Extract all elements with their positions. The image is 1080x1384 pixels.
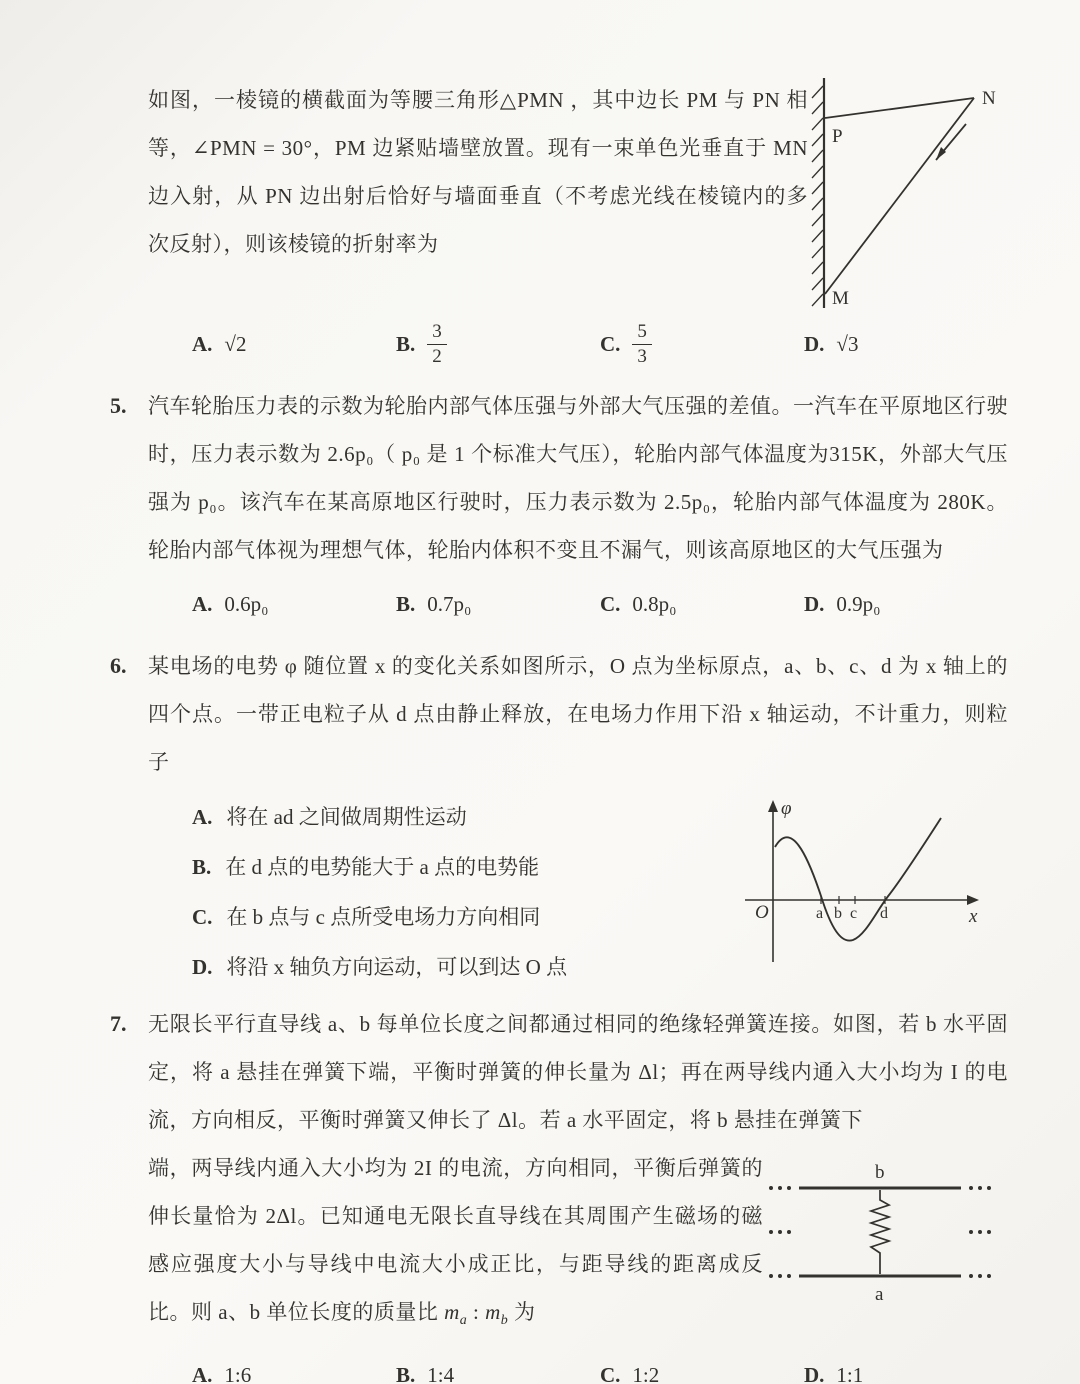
question-7-number: 7. [110, 1011, 127, 1036]
label-phi: φ [781, 798, 792, 819]
prism-triangle [825, 98, 974, 294]
question-7-options [148, 1349, 1008, 1384]
option-a: A. √2 [192, 318, 396, 370]
option-a-value: √2 [224, 332, 247, 356]
parallel-wires-spring-diagram [763, 1160, 998, 1310]
label-a: a [816, 905, 824, 922]
option-b: B. 0.7p₀ [396, 592, 472, 616]
option-c: C. 在 b 点与 c 点所受电场力方向相同 [192, 905, 541, 929]
label-N: N [982, 88, 996, 109]
potential-curve [775, 818, 941, 941]
question-5-options [148, 578, 1008, 630]
option-c: C. $\frac{5}{3}$ [600, 318, 804, 370]
label-P: P [832, 126, 843, 147]
spring [871, 1190, 889, 1274]
question-6-options [148, 792, 733, 992]
question-5 [110, 382, 1008, 630]
option-b-fraction: $\frac{3}{2}$ [427, 321, 447, 368]
mass-ratio-symbol: $m_a$ [444, 1300, 468, 1329]
option-d: D. √3 [804, 318, 1008, 370]
question-5-number: 5. [110, 393, 127, 418]
question-6-number: 6. [110, 653, 127, 678]
option-b: B. 1:4 [396, 1363, 455, 1384]
question-7-text-part2: 端，两导线内通入大小均为 2I 的电流，方向相同，平衡后弹簧的伸长量恰为 2Δl。已知通电无限长直导线在其周围产生磁场的磁感应强度大小与导线中电流大小成正比，与距导线的距离成反比。则 a、b 单位长度的质量比 $m_a$ : $m_b$ 为 [148, 1156, 763, 1329]
option-c-fraction: $\frac{5}{3}$ [632, 321, 652, 368]
question-4-options [148, 318, 1008, 370]
question-6 [110, 642, 1008, 992]
question-7-text-part1: 无限长平行直导线 a、b 每单位长度之间都通过相同的绝缘轻弹簧连接。如图，若 b 水平固定，将 a 悬挂在弹簧下端，平衡时弹簧的伸长量为 Δl；再在两导线内通入大小均为 I 的电流，方向相反，平衡时弹簧又伸长了 Δl。若 a 水平固定，将 b 悬挂在弹簧下 [148, 1012, 1008, 1132]
option-c: C. 0.8p₀ [600, 592, 677, 616]
question-5-text: 汽车轮胎压力表的示数为轮胎内部气体压强与外部大气压强的差值。一汽车在平原地区行驶时，压力表示数为 2.6p₀（ p₀ 是 1 个标准大气压），轮胎内部气体温度为315K，外部大气压强为 p₀。该汽车在某高原地区行驶时，压力表示数为 2.5p₀，轮胎内部气体温度为 280K。轮胎内部气体视为理想气体，轮胎内体积不变且不漏气，则该高原地区的大气压强为 [148, 394, 1008, 562]
question-4 [110, 76, 1008, 370]
wall-hatching [812, 78, 824, 308]
label-wire-a: a [875, 1284, 884, 1305]
option-a: A. 1:6 [192, 1363, 252, 1384]
label-x: x [969, 906, 978, 927]
option-a: A. 将在 ad 之间做周期性运动 [192, 805, 467, 829]
prism-diagram [808, 76, 1008, 314]
option-d-value: √3 [836, 332, 859, 356]
label-c: c [850, 905, 858, 922]
option-a: A. 0.6p₀ [192, 592, 269, 616]
label-wire-b: b [875, 1162, 885, 1183]
option-b: B. 在 d 点的电势能大于 a 点的电势能 [192, 855, 540, 879]
x-axis-arrow [967, 895, 979, 905]
potential-position-graph [733, 792, 988, 972]
label-O: O [755, 902, 769, 923]
phi-axis-arrow [768, 800, 778, 812]
question-6-text: 某电场的电势 φ 随位置 x 的变化关系如图所示，O 点为坐标原点，a、b、c、d 为 x 轴上的四个点。一带正电粒子从 d 点由静止释放，在电场力作用下沿 x 轴运动，不计重力，则粒子 [148, 654, 1008, 774]
label-M: M [832, 288, 849, 309]
option-d: D. 将沿 x 轴负方向运动，可以到达 O 点 [192, 955, 568, 979]
question-4-text: 如图，一棱镜的横截面为等腰三角形△PMN ，其中边长 PM 与 PN 相等，∠PMN = 30°，PM 边紧贴墙壁放置。现有一束单色光垂直于 MN 边入射，从 PN 边出射后恰好与墙面垂直（不考虑光线在棱镜内的多次反射），则该棱镜的折射率为 [148, 88, 808, 256]
option-c: C. 1:2 [600, 1363, 660, 1384]
option-d: D. 0.9p₀ [804, 592, 881, 616]
label-b: b [834, 905, 842, 922]
question-7 [110, 1000, 1008, 1384]
option-d: D. 1:1 [804, 1363, 864, 1384]
label-d: d [880, 905, 888, 922]
option-b: B. $\frac{3}{2}$ [396, 318, 600, 370]
